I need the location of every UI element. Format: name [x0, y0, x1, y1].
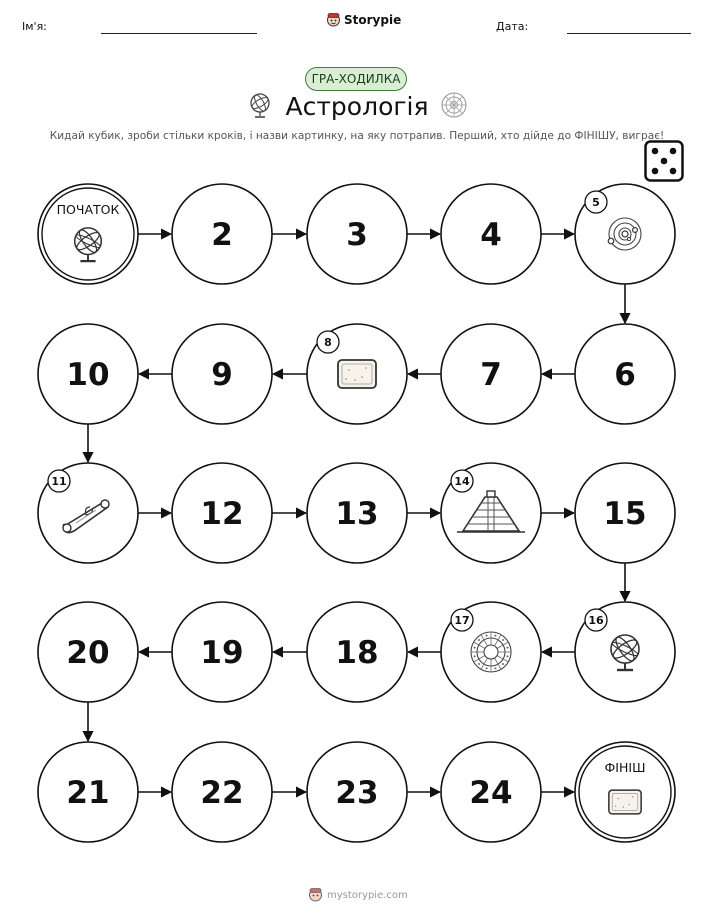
cell-number: 9: [211, 357, 233, 393]
board-cell-24: [441, 742, 541, 842]
date-label: Дата:: [496, 20, 529, 33]
board-cell-start: [38, 184, 138, 284]
storypie-mascot-icon: [308, 887, 323, 903]
finish-label: ФІНІШ: [604, 760, 646, 775]
stone-tablet-icon: [609, 790, 641, 814]
board-cell-3: [307, 184, 407, 284]
board-cell-11: [38, 463, 138, 563]
board-cell-8: [307, 324, 407, 424]
board-cell-19: [172, 602, 272, 702]
board-cell-10: [38, 324, 138, 424]
board-cell-4: [441, 184, 541, 284]
cell-number-badge: 8: [324, 336, 332, 349]
cell-number: 15: [603, 496, 647, 532]
board-cell-12: [172, 463, 272, 563]
cell-number-badge: 11: [51, 475, 67, 488]
cell-number: 12: [200, 496, 244, 532]
board-cell-16: [575, 602, 675, 702]
cell-number-badge: 16: [588, 614, 604, 627]
stone-tablet-icon: [338, 360, 376, 388]
board-cell-2: [172, 184, 272, 284]
board-cell-23: [307, 742, 407, 842]
page-title: Астрологія: [285, 92, 429, 121]
footer: [308, 887, 408, 903]
cell-number-badge: 17: [454, 614, 470, 627]
instructions: Кидай кубик, зроби стільки кроків, і назви картинку, на яку потрапив. Перший, хто дійде до ФІНІШУ, виграє!: [49, 130, 665, 142]
cell-number: 18: [335, 635, 379, 671]
footer-url: mystorypie.com: [327, 889, 408, 901]
board-cell-finish: [575, 742, 675, 842]
board-cell-7: [441, 324, 541, 424]
board-cell-22: [172, 742, 272, 842]
cell-number: 24: [469, 775, 513, 811]
cell-number: 23: [335, 775, 379, 811]
cell-number: 10: [66, 357, 110, 393]
board-cell-20: [38, 602, 138, 702]
start-label: ПОЧАТОК: [56, 202, 120, 217]
cell-number-badge: 5: [592, 196, 600, 209]
name-label: Ім'я:: [22, 20, 47, 33]
brand-name: Storypie: [344, 13, 402, 27]
board-cell-9: [172, 324, 272, 424]
board-cell-14: [441, 463, 541, 563]
cell-number: 19: [200, 635, 244, 671]
game-type-badge: ГРА-ХОДИЛКА: [305, 67, 407, 91]
cell-number: 3: [346, 217, 368, 253]
cell-number: 4: [480, 217, 502, 253]
board-cell-5: [575, 184, 675, 284]
board-cell-13: [307, 463, 407, 563]
board-cell-21: [38, 742, 138, 842]
board-cell-15: [575, 463, 675, 563]
cell-number: 20: [66, 635, 110, 671]
cell-number: 7: [480, 357, 502, 393]
cell-number: 22: [200, 775, 244, 811]
cell-number: 6: [614, 357, 636, 393]
board-cell-17: [441, 602, 541, 702]
cell-number: 21: [66, 775, 110, 811]
cell-number-badge: 14: [454, 475, 470, 488]
board-cell-6: [575, 324, 675, 424]
board-cell-18: [307, 602, 407, 702]
cell-number: 2: [211, 217, 233, 253]
cell-number: 13: [335, 496, 379, 532]
